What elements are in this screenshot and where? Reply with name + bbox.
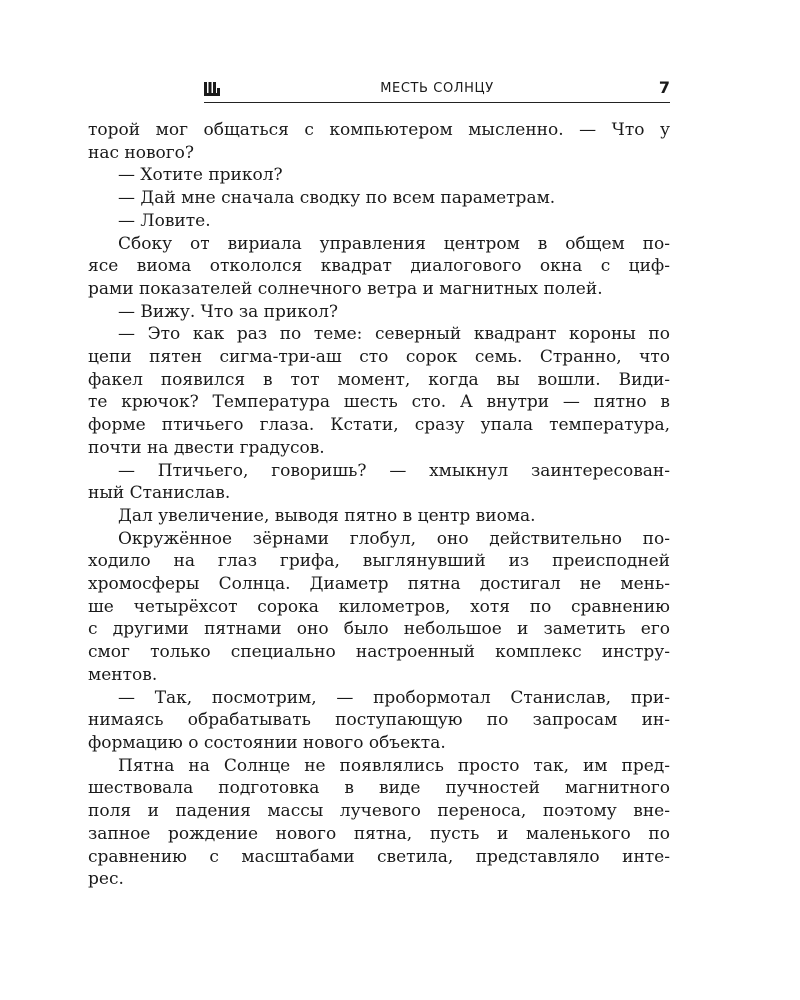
text-line: запное рождение нового пятна, пусть и маленького по <box>88 823 670 844</box>
text-line: — Это как раз по теме: северный квадрант короны по <box>118 324 670 345</box>
text-line: ный Станислав. <box>88 483 231 504</box>
text-line: нас нового? <box>88 142 195 163</box>
text-line: ментов. <box>88 664 158 685</box>
text-line: с другими пятнами оно было небольшое и заметить его <box>88 619 670 640</box>
text-line: — Ловите. <box>118 210 211 231</box>
text-line: хромосферы Солнца. Диаметр пятна достигал не мень- <box>88 574 670 595</box>
text-line: — Хотите прикол? <box>118 165 283 186</box>
text-line: сравнению с масштабами светила, представляло инте- <box>88 846 670 867</box>
text-line: Окружённое зёрнами глобул, оно действительно по- <box>118 528 670 549</box>
text-line: шествовала подготовка в виде пучностей магнитного <box>88 778 670 799</box>
text-line: — Дай мне сначала сводку по всем параметрам. <box>118 188 556 209</box>
text-line: рес. <box>88 869 124 890</box>
text-line: факел появился в тот момент, когда вы вошли. Види- <box>88 369 670 390</box>
text-line: поля и падения массы лучевого переноса, поэтому вне- <box>88 801 670 822</box>
text-line: — Вижу. Что за прикол? <box>118 301 338 322</box>
text-line: почти на двести градусов. <box>88 437 325 458</box>
text-line: — Птичьего, говоришь? — хмыкнул заинтересован- <box>118 460 670 481</box>
text-line: цепи пятен сигма-три-аш сто сорок семь. Странно, что <box>88 347 670 368</box>
text-line: Сбоку от вириала управления центром в общем по- <box>118 233 670 254</box>
body-text <box>88 119 670 891</box>
text-line: форме птичьего глаза. Кстати, сразу упала температура, <box>88 415 670 436</box>
text-line: торой мог общаться с компьютером мысленно. — Что у <box>88 120 670 140</box>
text-line: Дал увеличение, выводя пятно в центр виома. <box>118 505 536 526</box>
text-line: ясе виома откололся квадрат диалогового окна с циф- <box>88 256 670 277</box>
text-line: — Так, посмотрим, — пробормотал Станислав, при- <box>118 687 670 708</box>
text-line: ше четырёхсот сорока километров, хотя по сравнению <box>88 596 670 617</box>
running-header <box>204 78 670 103</box>
text-line: нимаясь обрабатывать поступающую по запросам ин- <box>88 710 670 731</box>
text-line: рами показателей солнечного ветра и магнитных полей. <box>88 278 603 299</box>
text-line: те крючок? Температура шесть сто. А внутри — пятно в <box>88 392 670 413</box>
text-line: Пятна на Солнце не появлялись просто так, им пред- <box>118 755 670 776</box>
text-line: формацию о состоянии нового объекта. <box>88 732 446 753</box>
running-title: МЕСТЬ СОЛНЦУ <box>380 81 494 96</box>
text-line: смог только специально настроенный комплекс инстру- <box>88 642 670 663</box>
text-line: ходило на глаз грифа, выглянувший из преисподней <box>88 551 670 572</box>
page-number: 7 <box>658 78 670 97</box>
